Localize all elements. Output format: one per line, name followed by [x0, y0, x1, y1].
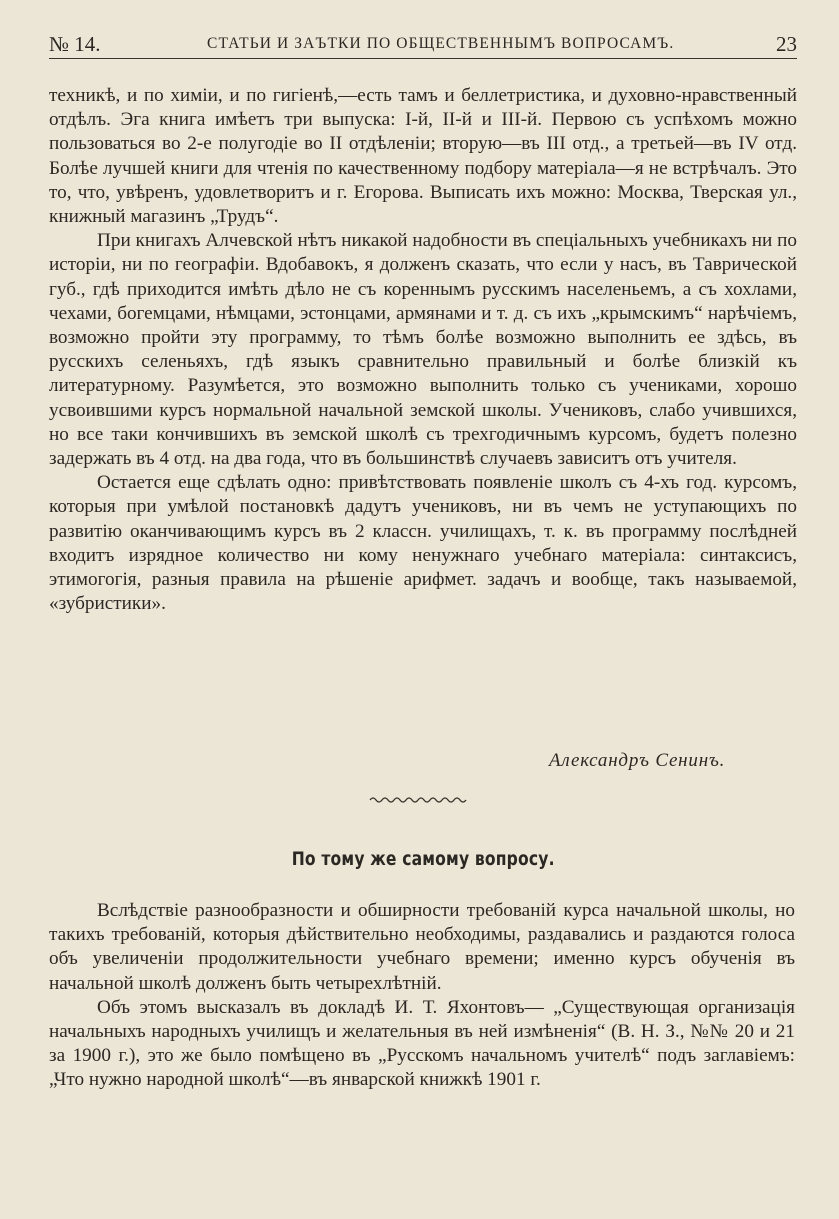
- running-title: СТАТЬИ И ЗАЪТКИ ПО ОБЩЕСТВЕННЫМЪ ВОПРОСАМЪ.: [207, 35, 675, 52]
- paragraph: Объ этомъ высказалъ въ докладѣ И. Т. Яхонтовъ— „Существующая организація начальныхъ народныхъ училищъ и желательныя въ ней измѣненія“ (В. Н. З., №№ 20 и 21 за 1900 г.), это же было помѣщено въ „Русскомъ начальномъ учителѣ“ подъ заглавіемъ: „Что нужно народной школѣ“—въ январской книжкѣ 1901 г.: [49, 996, 795, 1091]
- section-heading: По тому же самому вопросу.: [291, 848, 555, 870]
- author-signature: Александръ Сенинъ.: [549, 750, 726, 771]
- ornamental-divider: [368, 795, 468, 805]
- paragraph: Остается еще сдѣлать одно: привѣтствовать появленіе школъ съ 4-хъ год. курсомъ, которыя при умѣлой постановкѣ дадутъ учениковъ, ни въ чемъ не уступающихъ по развитію оканчивающимъ курсъ въ 2 классн. училищахъ, т. к. въ программу послѣдней входитъ изрядное количество ни кому ненужнаго учебнаго матеріала: синтаксисъ, этимогогія, разныя правила на рѣшеніе арифмет. задачъ и вообще, такъ называемой, «зубристики».: [49, 472, 797, 615]
- page-number: 23: [776, 32, 797, 56]
- issue-number: № 14.: [49, 32, 101, 56]
- running-header: [49, 28, 797, 59]
- paragraph: техникѣ, и по химіи, и по гигіенѣ,—есть тамъ и беллетристика, и духовно-нравственный отдѣлъ. Эга книга имѣетъ три выпуска: I-й, II-й и III-й. Первою съ успѣхомъ можно пользоваться во 2-е полугодіе во II отдѣленіи; вторую—въ III отд., а третьей—въ IV отд. Болѣе лучшей книги для чтенія по качественному подбору матеріала—я не встрѣчалъ. Это то, что, увѣренъ, удовлетворитъ и г. Егорова. Выписать ихъ можно: Москва, Тверская ул., книжный магазинъ „Трудъ“.: [49, 85, 798, 228]
- section-body: [49, 899, 795, 1093]
- article-body: [49, 84, 797, 616]
- paragraph: Вслѣдствіе разнообразности и обширности требованій курса начальной школы, но такихъ требованій, которыя дѣйствительно необходимы, раздавались и раздаются голоса объ увеличеніи продолжительности учебнаго времени; именно курсъ обученія въ начальной школѣ долженъ быть четырехлѣтній.: [49, 900, 795, 994]
- paragraph: При книгахъ Алчевской нѣтъ никакой надобности въ спеціальныхъ учебникахъ ни по исторіи, ни по географіи. Вдобавокъ, я долженъ сказать, что если у насъ, въ Таврической губ., гдѣ приходится имѣть дѣло не съ кореннымъ русскимъ населеньемъ, а съ хохлами, чехами, богемцами, нѣмцами, эстонцами, армянами и т. д. съ ихъ „крымскимъ“ нарѣчіемъ, возможно пройти эту программу, то тѣмъ болѣе возможно выполнить ее здѣсь, въ русскихъ селеньяхъ, гдѣ языкъ сравнительно правильный и болѣе близкій къ литературному. Разумѣется, это возможно выполнить только съ учениками, хорошо усвоившими курсъ нормальной начальной земской школы. Учениковъ, слабо учившихся, но все таки кончившихъ въ земской школѣ съ трехгодичнымъ курсомъ, будетъ полезно задержать въ 4 отд. на два года, что въ большинствѣ случаевъ зависитъ отъ учителя.: [49, 230, 797, 470]
